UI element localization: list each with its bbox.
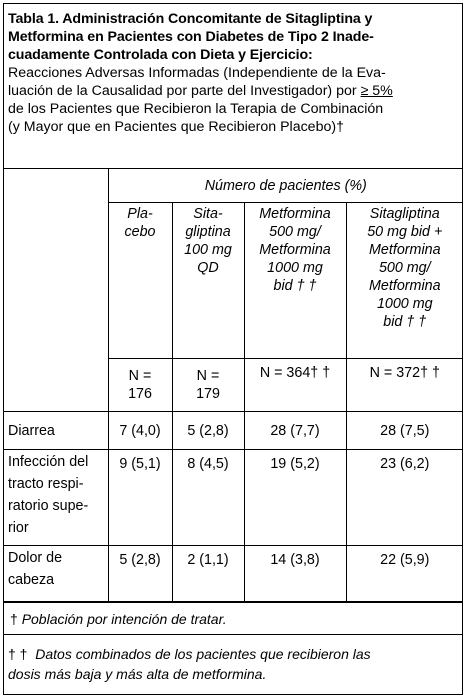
value-cell: 22 (5,9) xyxy=(346,546,463,602)
row-label-infeccion xyxy=(3,450,108,546)
col-header-line: Pla- xyxy=(127,206,153,222)
value-cell: 7 (4,0) xyxy=(108,412,172,450)
col-header-line: 1000 mg xyxy=(267,260,323,276)
col-header-line: bid † † xyxy=(383,314,427,330)
row-label-line: Diarrea xyxy=(8,422,55,439)
adverse-reactions-table xyxy=(3,168,463,602)
row-label-line: cabeza xyxy=(8,572,55,588)
value-cell: 9 (5,1) xyxy=(108,450,172,546)
table-subtitle-line-1: Reacciones Adversas Informadas (Independiente de la Eva- xyxy=(8,65,386,81)
footnote-mark: † xyxy=(10,611,18,627)
n-line: N = 372† † xyxy=(369,365,440,381)
value-cell: 2 (1,1) xyxy=(172,546,244,602)
col-header-line: Metformina xyxy=(369,242,441,258)
col-header-line: bid † † xyxy=(273,278,317,294)
n-line: 176 xyxy=(128,386,152,402)
value-cell: 5 (2,8) xyxy=(108,546,172,602)
col-header-line: Metformina xyxy=(259,242,331,258)
row-label-line: tracto respi- xyxy=(8,476,84,492)
footnote-itt xyxy=(3,602,463,635)
table-title-line-2: Metformina en Pacientes con Diabetes de Tipo 2 Inade- xyxy=(8,29,374,45)
n-placebo xyxy=(108,359,172,412)
row-label-line: Infección del xyxy=(8,454,89,470)
col-header-line: Sitagliptina xyxy=(369,206,440,222)
row-label-dolor-de-cabeza xyxy=(3,546,108,602)
col-header-line: Metformina xyxy=(369,278,441,294)
col-header-line: Metformina xyxy=(259,206,331,222)
col-header-line: 500 mg/ xyxy=(269,224,321,240)
empty-header-cell xyxy=(3,169,108,412)
col-header-sitagliptina xyxy=(172,203,244,359)
value-cell: 19 (5,2) xyxy=(244,450,346,546)
col-header-combination xyxy=(346,203,463,359)
col-header-line: QD xyxy=(197,260,219,276)
table-title-line-1: Tabla 1. Administración Concomitante de Sitagliptina y xyxy=(8,11,373,27)
footnote-2-line-1 xyxy=(8,644,458,664)
value-cell: 8 (4,5) xyxy=(172,450,244,546)
row-label-line: ratorio supe- xyxy=(8,498,89,514)
footnote-text: Datos combinados de los pacientes que recibieron las xyxy=(35,646,371,662)
footnote-combined-data xyxy=(8,644,458,684)
col-header-line: 1000 mg xyxy=(376,296,433,312)
col-header-placebo xyxy=(108,203,172,359)
n-line: N = xyxy=(128,368,152,384)
col-header-metformina xyxy=(244,203,346,359)
table-subtitle-line-3: de los Pacientes que Recibieron la Terapia de Combinación xyxy=(8,101,384,117)
col-header-line: 50 mg bid + xyxy=(367,224,443,240)
title-block xyxy=(8,10,458,136)
n-sitagliptina xyxy=(172,359,244,412)
n-line: 179 xyxy=(196,386,220,402)
n-line: N = xyxy=(196,368,220,384)
footnote-mark: † † xyxy=(8,646,28,662)
table-title-line-3: cuadamente Controlada con Dieta y Ejercicio: xyxy=(8,47,313,63)
n-line: N = 364† † xyxy=(259,365,331,381)
value-cell: 28 (7,7) xyxy=(244,412,346,450)
col-header-line: cebo xyxy=(124,224,156,240)
table-row xyxy=(3,450,463,546)
group-header: Número de pacientes (%) xyxy=(108,169,463,203)
value-cell: 23 (6,2) xyxy=(346,450,463,546)
col-header-line: Sita- xyxy=(193,206,223,222)
table-row xyxy=(3,412,463,450)
table-subtitle-line-4: (y Mayor que en Pacientes que Recibieron Placebo)† xyxy=(8,119,344,135)
value-cell: 28 (7,5) xyxy=(346,412,463,450)
footnote-2-line-2: dosis más baja y más alta de metformina. xyxy=(8,666,267,682)
row-label-diarrea xyxy=(3,412,108,450)
threshold-value: ≥ 5% xyxy=(360,83,393,99)
n-metformina xyxy=(244,359,346,412)
row-label-line: rior xyxy=(8,520,29,536)
table-subtitle-line-2 xyxy=(8,82,458,100)
row-label-line: Dolor de xyxy=(8,550,63,566)
value-cell: 5 (2,8) xyxy=(172,412,244,450)
n-combination xyxy=(346,359,463,412)
subtitle-line-2-text: luación de la Causalidad por parte del Investigador) por xyxy=(8,83,357,99)
value-cell: 14 (3,8) xyxy=(244,546,346,602)
footnote-text: Población por intención de tratar. xyxy=(21,611,227,627)
table-row xyxy=(3,546,463,602)
col-header-line: gliptina xyxy=(185,224,231,240)
col-header-line: 500 mg/ xyxy=(378,260,431,276)
col-header-line: 100 mg xyxy=(184,242,232,258)
